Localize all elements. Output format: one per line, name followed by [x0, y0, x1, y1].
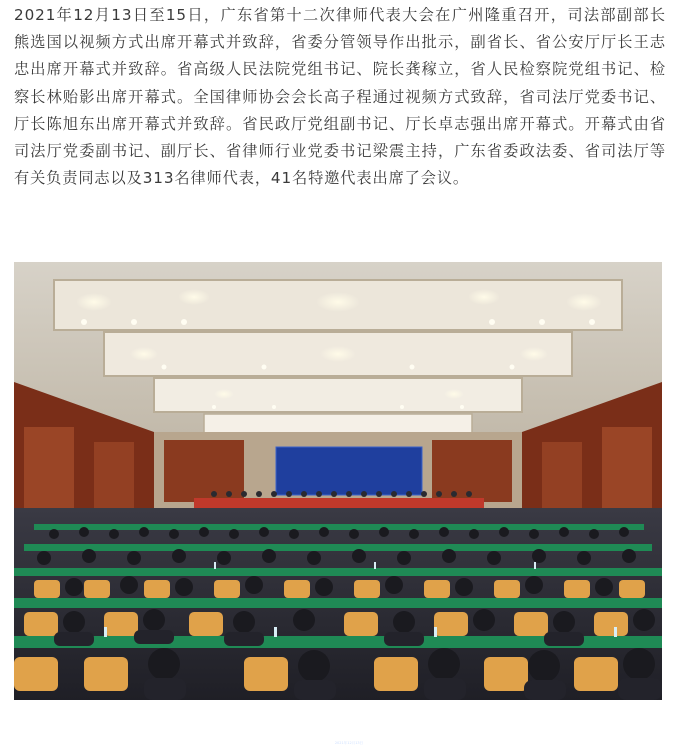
banner-subtitle: 2021年12月13日 [334, 741, 364, 745]
article-paragraph: 2021年12月13日至15日，广东省第十二次律师代表大会在广州隆重召开，司法部副部长熊选国以视频方式出席开幕式并致辞，省委分管领导作出批示，副省长、省公安厅厅长王志忠出席开幕式并致辞。省高级人民法院党组书记、院长龚稼立，省人民检察院党组书记、检察长林贻影出席开幕式。全国律师协会会长高子程通过视频方式致辞，省司法厅党委书记、厅长陈旭东出席开幕式并致辞。省民政厅党组副书记、厅长卓志强出席开幕式。开幕式由省司法厅党委副书记、副厅长、省律师行业党委书记梁震主持，广东省委政法委、省司法厅等有关负责同志以及313名律师代表，41名特邀代表出席了会议。 [14, 6, 666, 188]
banner-title: 广东省第十二次律师代表大会 [300, 731, 398, 739]
conference-photo [14, 262, 662, 745]
